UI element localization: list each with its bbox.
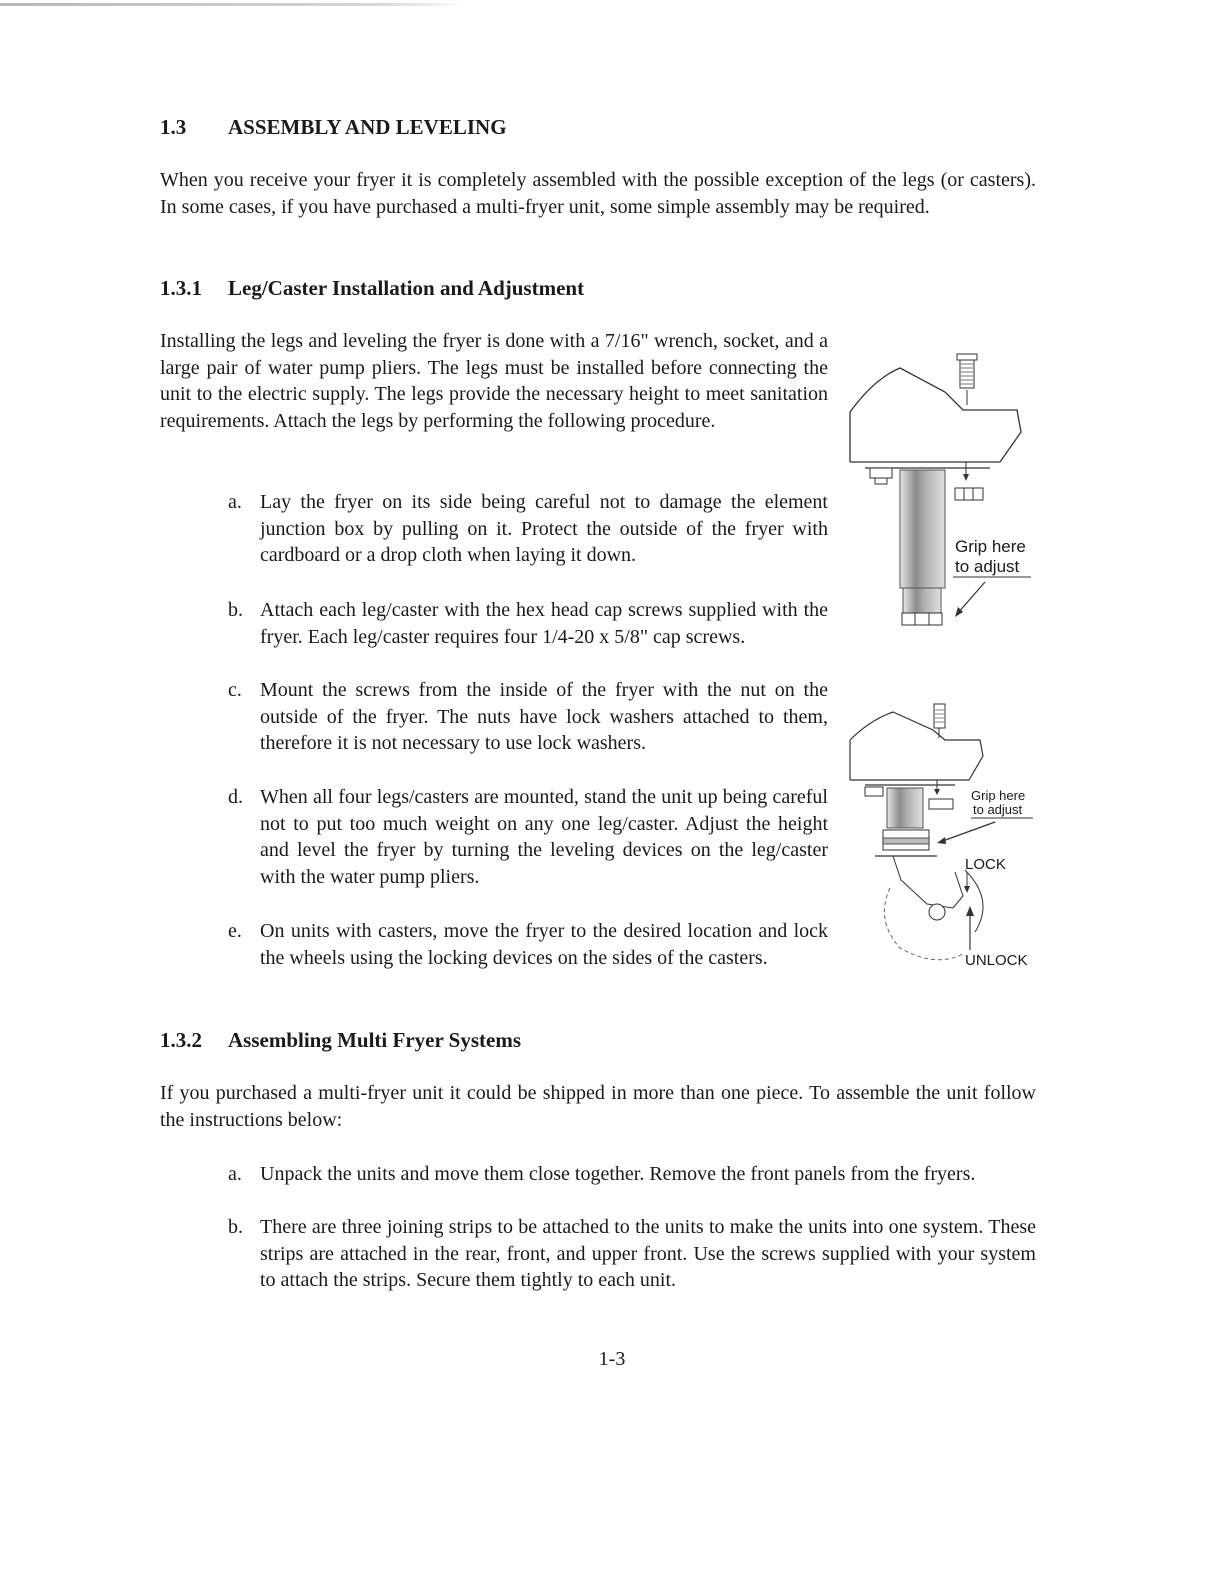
list-marker: b. [228, 1216, 243, 1238]
subsection-number-1: 1.3.1 [160, 276, 202, 300]
subsection-title-1: Leg/Caster Installation and Adjustment [228, 276, 585, 300]
list-text: On units with casters, move the fryer to the desired location and lock the wheels using the locking devices on the sides of the casters. [260, 920, 828, 969]
list-marker: e. [228, 920, 242, 942]
subsection-heading-2 [160, 1027, 521, 1053]
list-marker: d. [228, 786, 243, 808]
page-number: 1-3 [598, 1348, 626, 1370]
list-marker: c. [228, 679, 242, 701]
caster-adjustment-figure [845, 700, 1045, 975]
leg-adjustment-figure [845, 350, 1045, 635]
list-marker: a. [228, 1163, 242, 1185]
caster-label-line1: Grip here [971, 788, 1026, 803]
list-text: There are three joining strips to be attached to the units to make the units into one system. These strips are attached in the rear, front, and upper front. Use the screws supplied with your system to attach the strips. Secure them tightly to each unit. [260, 1216, 1036, 1291]
caster-lock-label: LOCK [965, 856, 1006, 873]
caster-label-line2: to adjust [973, 802, 1023, 817]
list-text: Lay the fryer on its side being careful not to damage the element junction box by pulling on it. Protect the outside of the fryer with cardboard or a drop cloth when laying it down. [260, 491, 828, 566]
scan-edge-line [0, 3, 470, 6]
section-heading [160, 114, 507, 140]
list-text: Mount the screws from the inside of the fryer with the nut on the outside of the fryer. The nuts have lock washers attached to them, therefore it is not necessary to use lock washers. [260, 679, 828, 754]
subsection-intro-1: Installing the legs and leveling the fryer is done with a 7/16" wrench, socket, and a large pair of water pump pliers. The legs must be installed before connecting the unit to the electric supply. The legs provide the necessary height to meet sanitation requirements. Attach the legs by performing the following procedure. [160, 330, 828, 432]
subsection-heading-1 [160, 275, 584, 301]
list-marker: b. [228, 599, 243, 621]
list-text: When all four legs/casters are mounted, stand the unit up being careful not to put too much weight on any one leg/caster. Adjust the height and level the fryer by turning the leveling devices on the leg/caster with the water pump pliers. [260, 786, 828, 888]
section-number: 1.3 [160, 115, 187, 139]
leg-label-line1: Grip here [955, 537, 1026, 556]
subsection-intro-2: If you purchased a multi-fryer unit it could be shipped in more than one piece. To assemble the unit follow the instructions below: [160, 1082, 1036, 1131]
section-title: ASSEMBLY AND LEVELING [228, 115, 507, 139]
section-intro: When you receive your fryer it is completely assembled with the possible exception of the legs (or casters). In some cases, if you have purchased a multi-fryer unit, some simple assembly may be required. [160, 169, 1036, 218]
list-text: Attach each leg/caster with the hex head cap screws supplied with the fryer. Each leg/caster requires four 1/4-20 x 5/8" cap screws. [260, 599, 828, 648]
subsection-title-2: Assembling Multi Fryer Systems [228, 1028, 522, 1052]
subsection-number-2: 1.3.2 [160, 1028, 202, 1052]
caster-unlock-label: UNLOCK [965, 952, 1028, 969]
list-text: Unpack the units and move them close together. Remove the front panels from the fryers. [260, 1163, 976, 1185]
list-marker: a. [228, 491, 242, 513]
leg-label-line2: to adjust [955, 557, 1020, 576]
